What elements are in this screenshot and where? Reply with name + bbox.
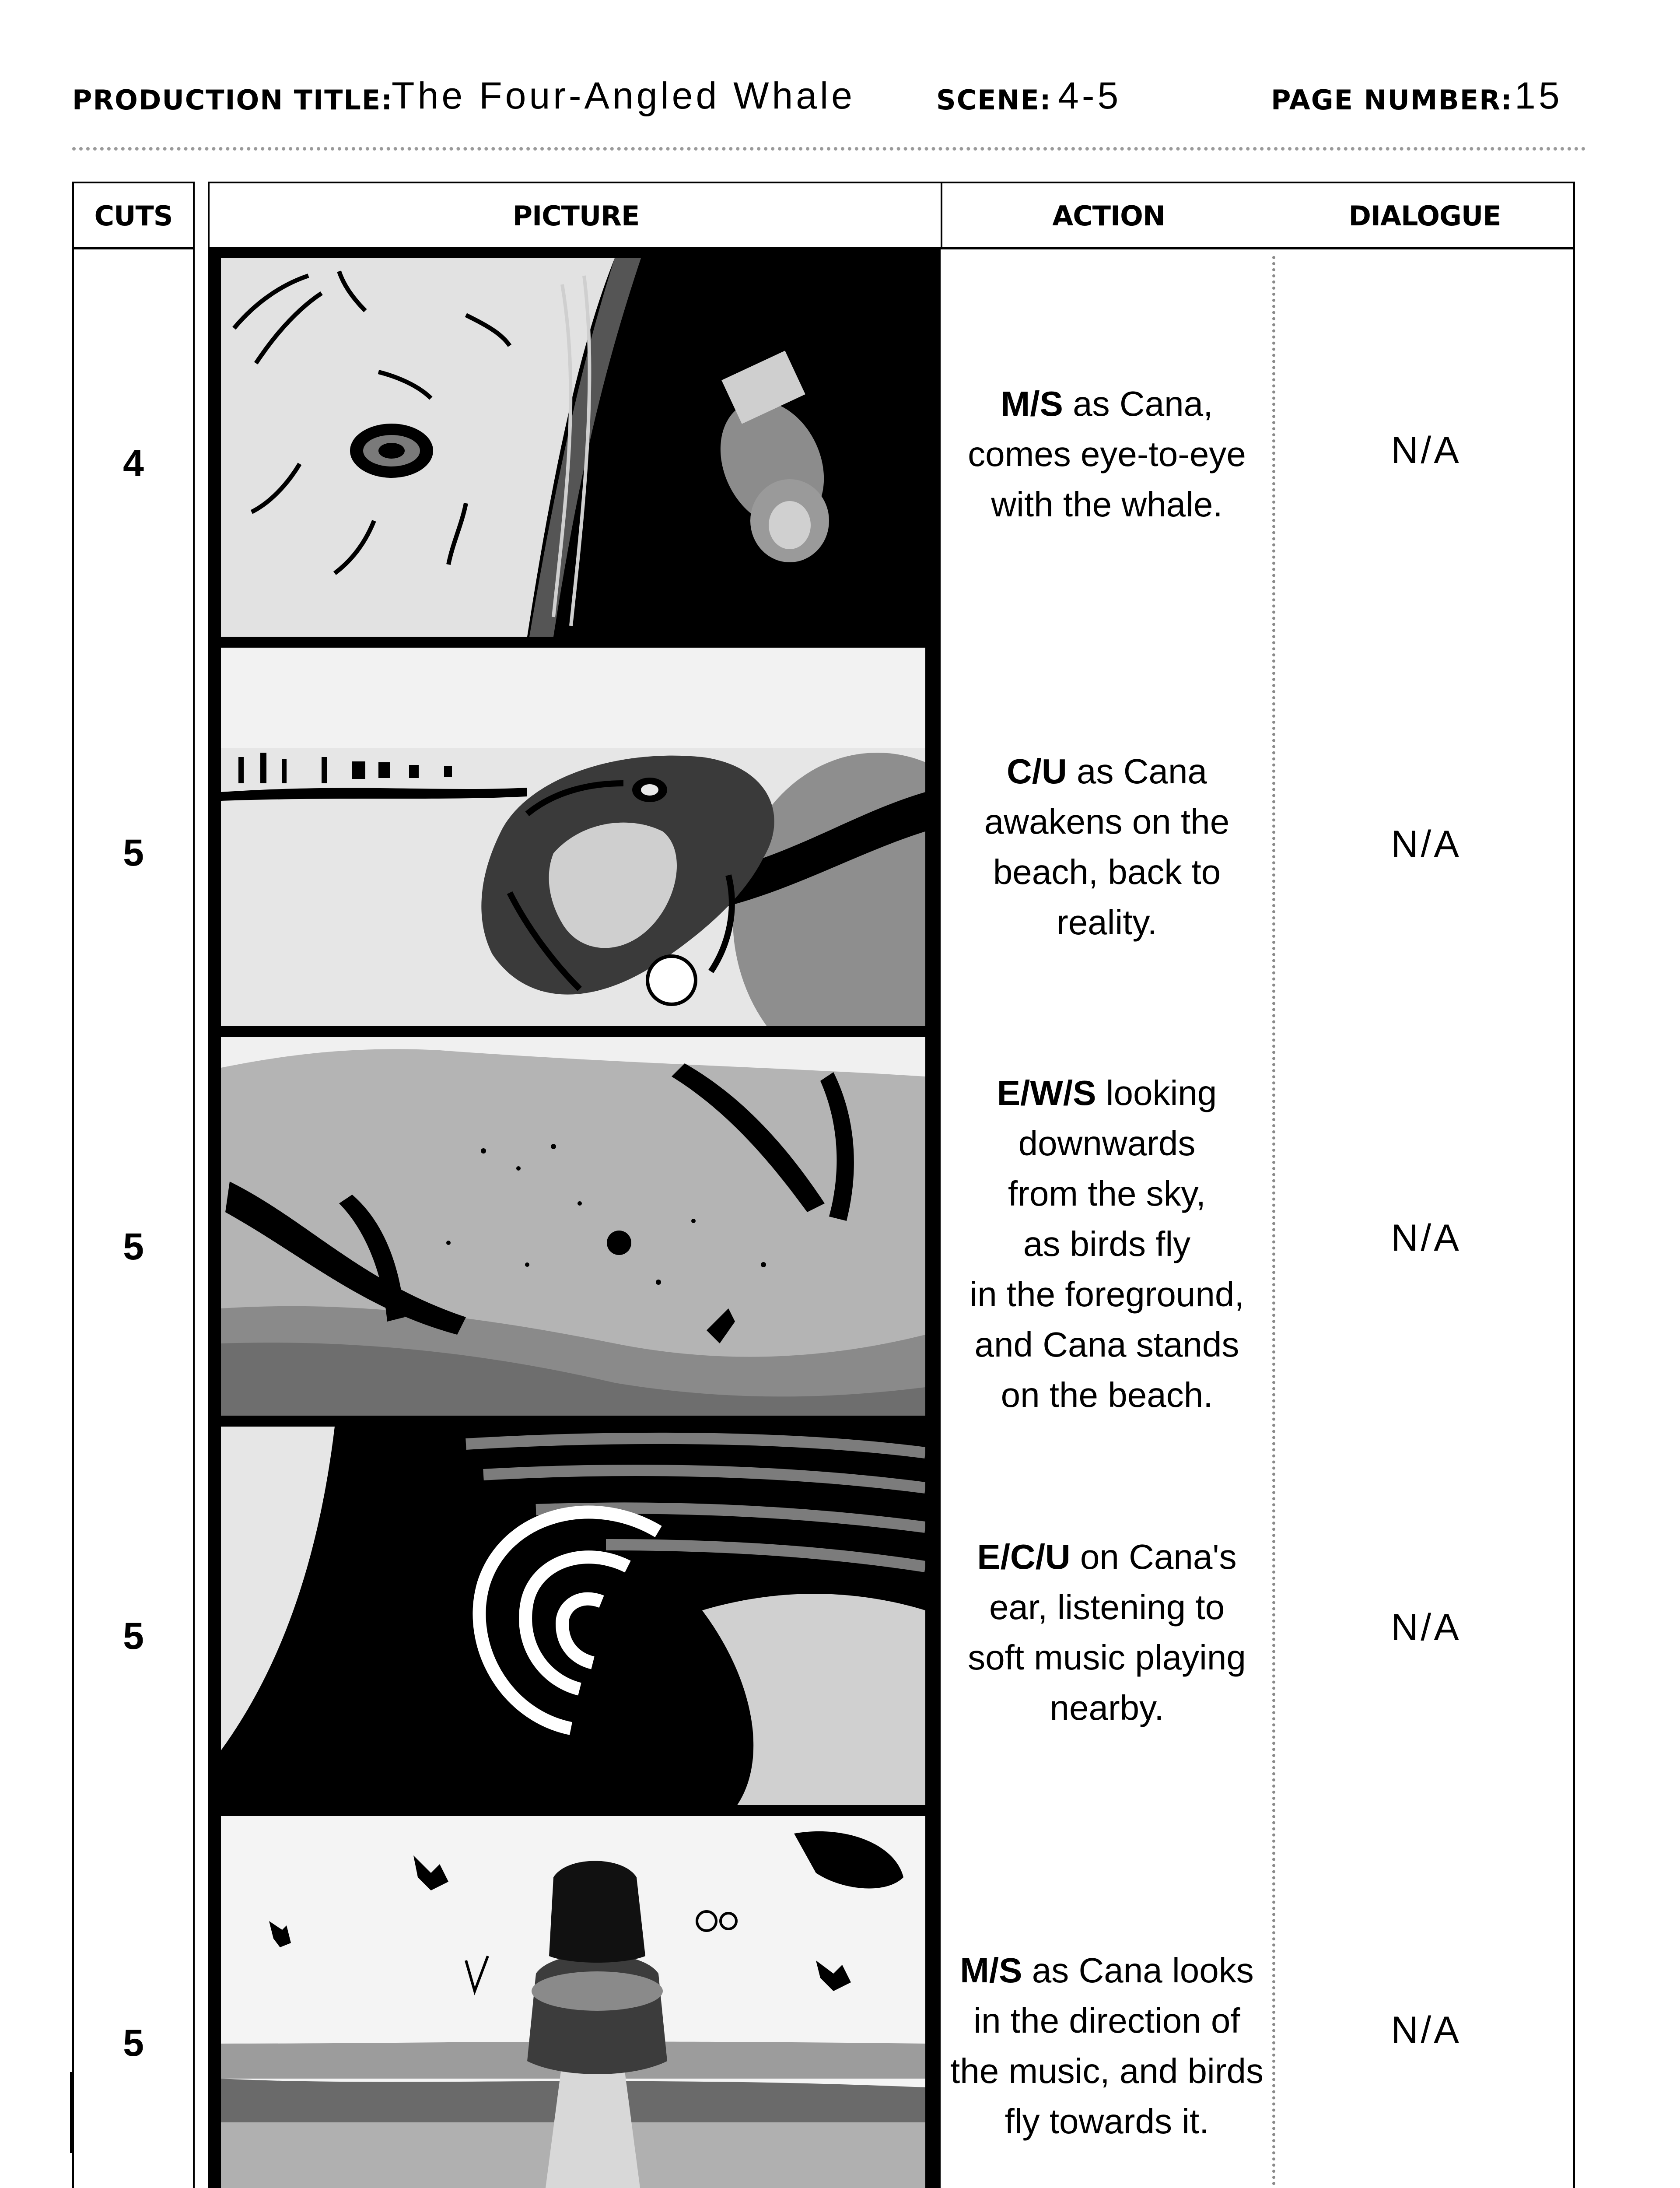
scene-value: 4-5 [1058,75,1122,117]
action-line-5-2: in the direction of [973,2001,1240,2040]
action-line-4-4: nearby. [1050,1688,1164,1727]
action-line-4-2: ear, listening to [989,1588,1225,1627]
storyboard-frame-3 [221,1037,925,1416]
action-line-3-4: as birds fly [1023,1224,1191,1263]
cut-number-5: 5 [123,2022,144,2064]
picture-header: PICTURE [512,200,640,232]
storyboard-frame-4 [221,1427,925,1805]
action-line-2-4: reality. [1057,903,1157,942]
shot-type-1: M/S [1001,384,1063,423]
action-line-1-3: with the whale. [991,485,1223,524]
action-text-2 [941,746,1273,947]
dialogue-3: N/A [1391,1217,1462,1259]
cut-number-2: 5 [123,832,144,874]
scene-label: SCENE: [936,84,1052,116]
page-number-value: 15 [1515,75,1563,117]
shot-type-5: M/S [960,1951,1022,1990]
action-line-1-2: comes eye-to-eye [968,435,1246,473]
header-column-divider [941,182,942,249]
whale-eye-illustration [221,258,925,637]
margin-mark [70,2072,74,2153]
dialogue-1: N/A [1391,429,1462,471]
action-line-2-3: beach, back to [993,852,1221,891]
action-line-3-6: and Cana stands [974,1325,1239,1364]
header-divider [72,147,1586,151]
action-line-5-3: the music, and birds [950,2051,1264,2090]
production-title-label: PRODUCTION TITLE: [72,84,393,116]
production-title-value: The Four-Angled Whale [392,75,855,117]
ear-closeup-illustration [221,1427,925,1805]
action-line-3-1: looking [1096,1073,1217,1112]
shot-type-4: E/C/U [977,1537,1071,1576]
dialogue-4: N/A [1391,1606,1462,1648]
action-line-3-3: from the sky, [1008,1174,1206,1213]
page-number-label: PAGE NUMBER: [1271,84,1513,116]
cut-number-4: 5 [123,1615,144,1657]
cuts-header: CUTS [94,200,173,232]
cuts-column [72,247,195,2188]
shot-type-3: E/W/S [997,1073,1096,1112]
action-line-3-2: downwards [1018,1124,1196,1163]
action-text-5 [932,1945,1282,2146]
action-text-1 [941,379,1273,529]
action-line-3-7: on the beach. [1001,1375,1213,1414]
action-line-4-3: soft music playing [968,1638,1246,1677]
shot-type-2: C/U [1007,752,1067,791]
action-line-4-1: on Cana's [1070,1537,1237,1576]
action-text-4 [941,1532,1273,1733]
action-line-3-5: in the foreground, [970,1275,1244,1314]
page-header [0,74,1680,127]
beach-closeup-illustration [221,648,925,1026]
action-header: ACTION [1052,200,1165,232]
cuts-header-cell [72,182,195,249]
action-line-1-1: as Cana, [1063,384,1213,423]
cut-number-1: 4 [123,442,144,484]
dialogue-2: N/A [1391,823,1462,865]
action-line-5-4: fly towards it. [1004,2102,1209,2141]
storyboard-frame-5 [221,1816,925,2188]
storyboard-frame-1 [221,258,925,637]
content-header-cell [208,182,1575,249]
storyboard-frame-2 [221,648,925,1026]
picture-column [208,247,941,2188]
dialogue-header: DIALOGUE [1348,200,1501,232]
cana-beach-illustration [221,1816,925,2188]
aerial-birds-illustration [221,1037,925,1416]
action-line-2-1: as Cana [1067,752,1207,791]
action-text-3 [941,1068,1273,1420]
cut-number-3: 5 [123,1226,144,1268]
action-line-5-1: as Cana looks [1022,1951,1254,1990]
dialogue-5: N/A [1391,2009,1462,2051]
action-line-2-2: awakens on the [984,802,1230,841]
